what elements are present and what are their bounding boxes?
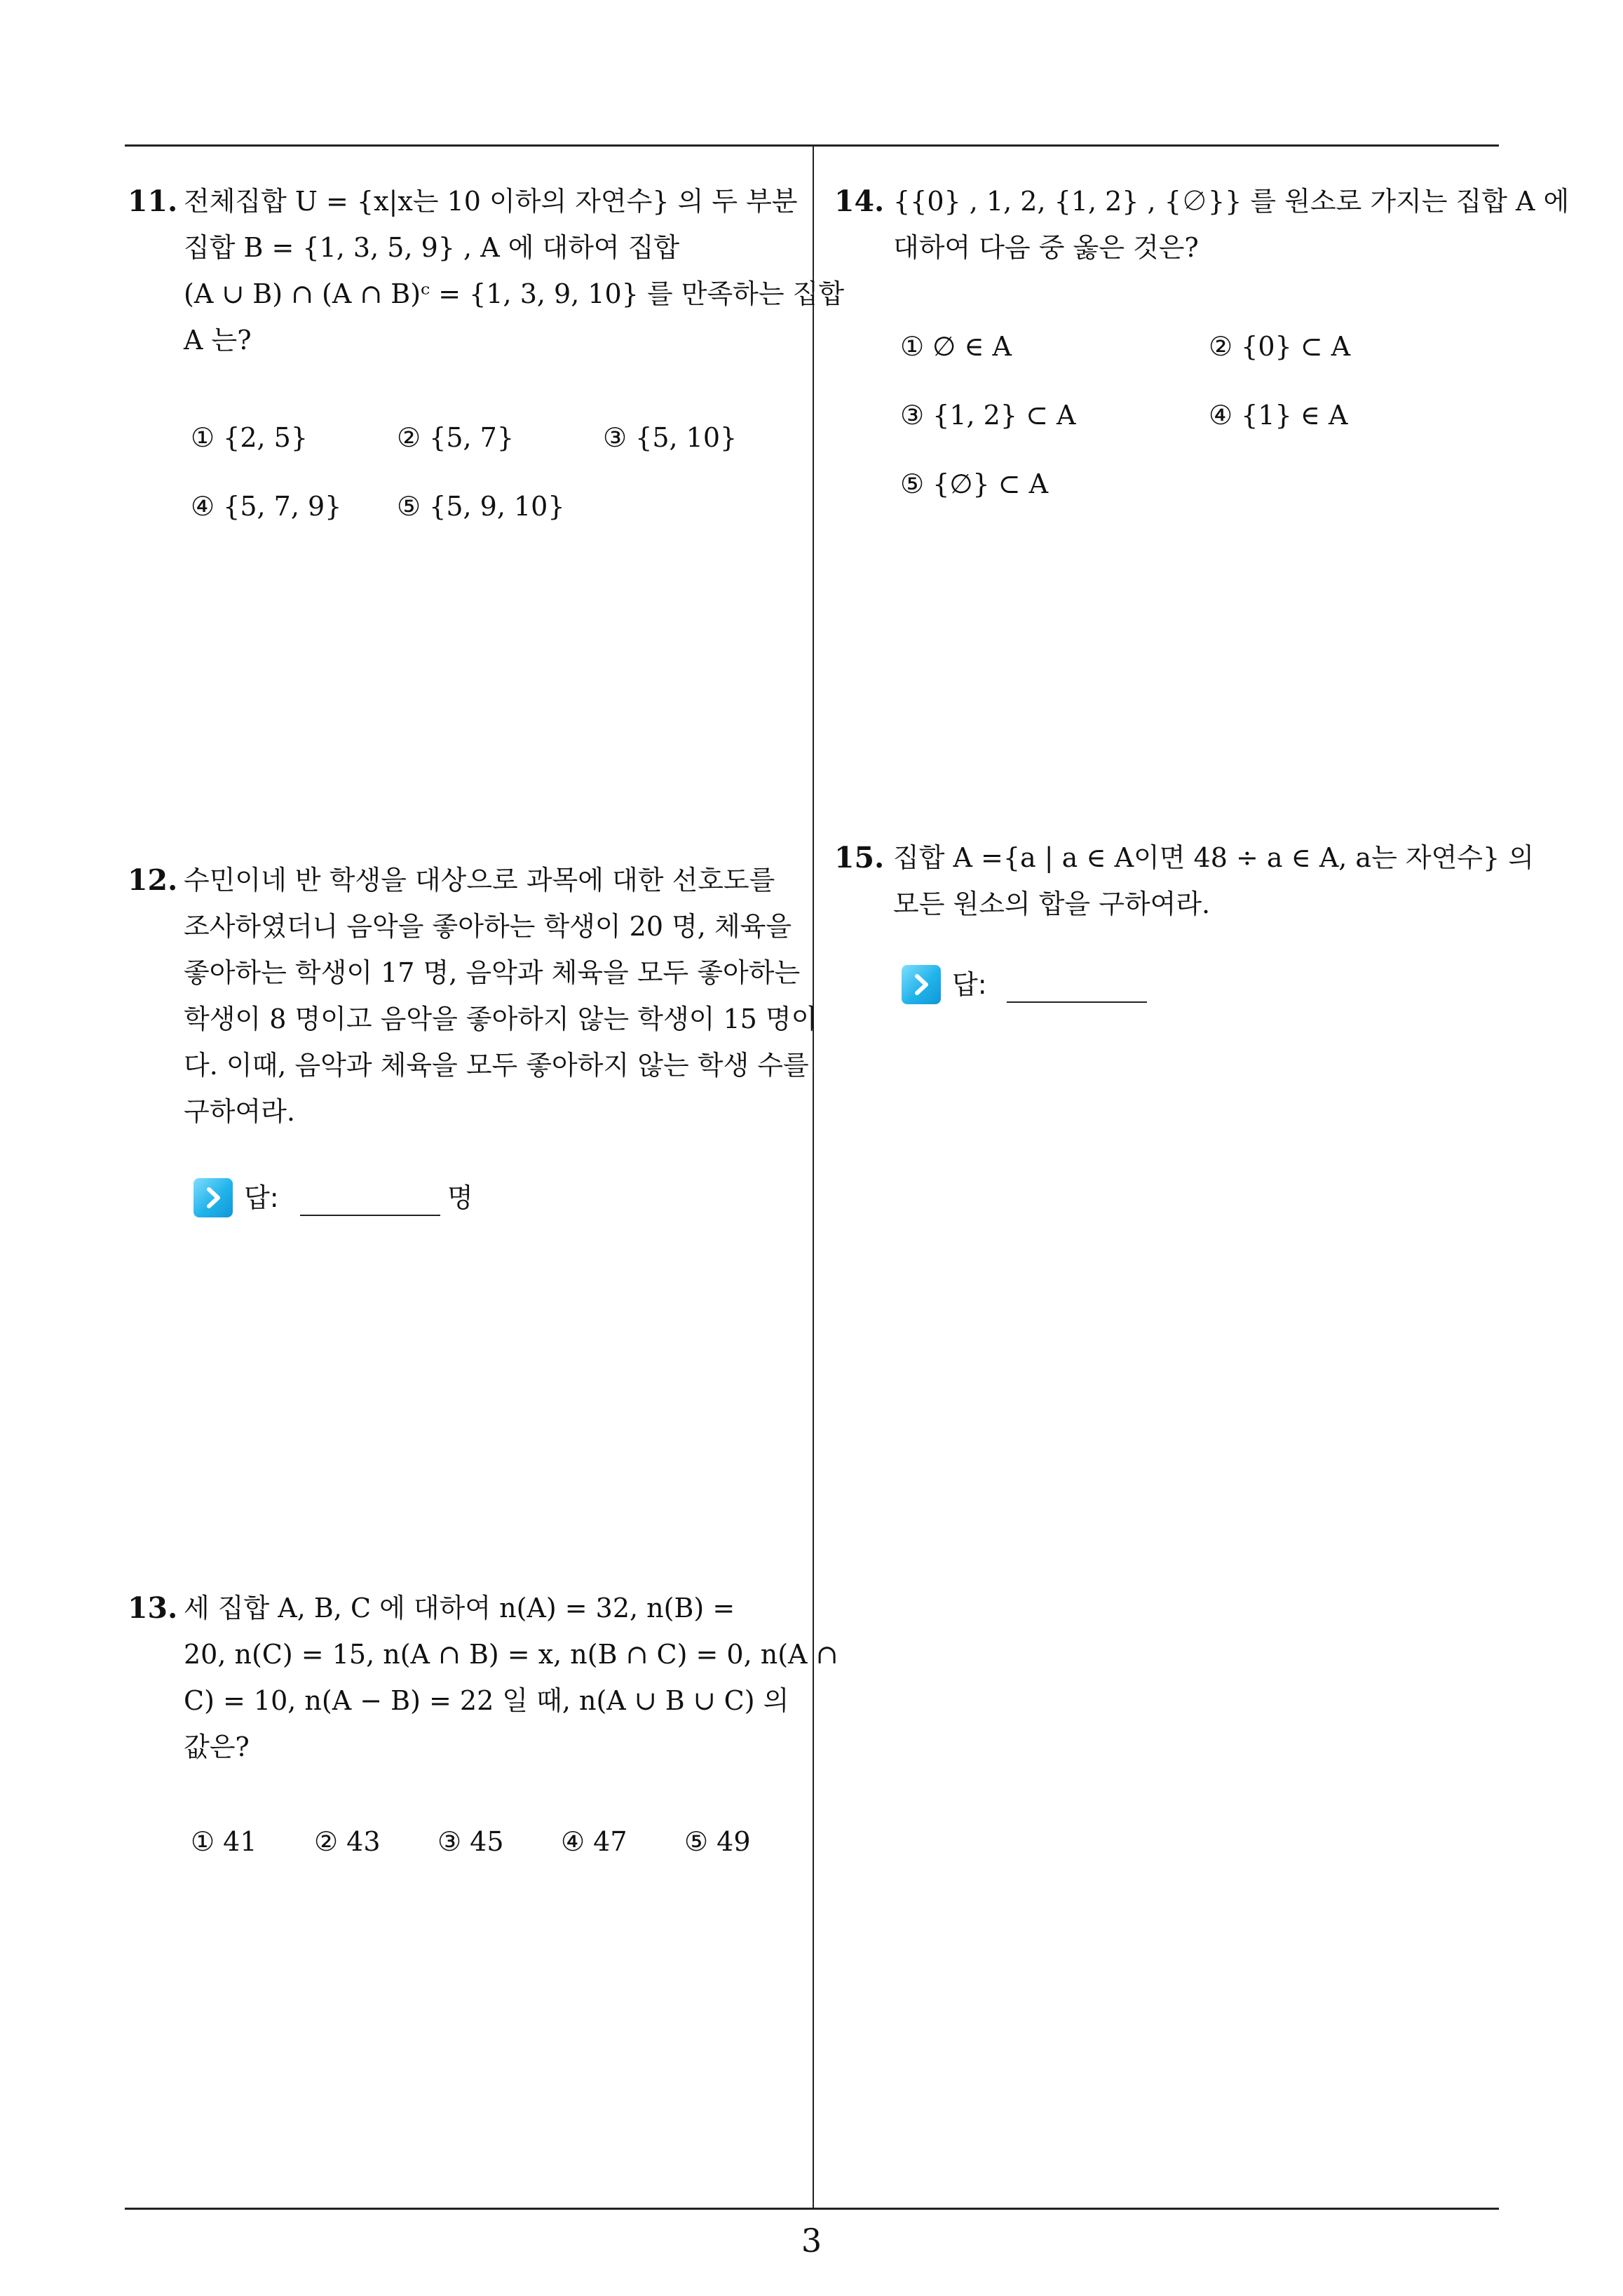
question-line: 세 집합 A, B, C 에 대하여 n(A) = 32, n(B) = <box>184 1593 735 1623</box>
question-line: 조사하였더니 음악을 좋아하는 학생이 20 명, 체육을 <box>184 911 792 942</box>
choice-5[interactable]: ⑤ 49 <box>684 1826 751 1857</box>
question-number: 15. <box>834 841 885 874</box>
choice-5[interactable]: ⑤ {∅} ⊂ A <box>900 468 1049 499</box>
choice-3[interactable]: ③ 45 <box>437 1826 504 1857</box>
question-text <box>893 178 1570 271</box>
footer-rule <box>125 2208 1499 2210</box>
question-number: 14. <box>834 184 885 218</box>
question-line: 학생이 8 명이고 음악을 좋아하지 않는 학생이 15 명이 <box>184 1004 817 1034</box>
question-line: 값은? <box>184 1731 250 1762</box>
question-text <box>184 857 817 1135</box>
question-line: 집합 B = {1, 3, 5, 9} , A 에 대하여 집합 <box>184 232 680 263</box>
question-line: 다. 이때, 음악과 체육을 모두 좋아하지 않는 학생 수를 <box>184 1050 809 1081</box>
answer-row <box>193 1178 488 1227</box>
answer-row <box>902 965 1182 1014</box>
question-text <box>184 178 845 363</box>
choice-list <box>900 325 1489 508</box>
header-rule <box>125 144 1499 147</box>
question-number: 11. <box>128 184 178 218</box>
question-line: 모든 원소의 합을 구하여라. <box>893 889 1211 919</box>
question-text <box>184 1585 838 1770</box>
choice-3[interactable]: ③ {5, 10} <box>603 422 738 453</box>
choice-1[interactable]: ① ∅ ∈ A <box>900 331 1012 362</box>
chevron-right-icon <box>902 965 941 1004</box>
choice-list <box>191 417 794 522</box>
question-line: 좋아하는 학생이 17 명, 음악과 체육을 모두 좋아하는 <box>184 957 801 988</box>
question-number: 12. <box>128 863 178 897</box>
choice-2[interactable]: ② 43 <box>314 1826 381 1857</box>
question-text <box>893 835 1534 927</box>
answer-blank[interactable] <box>300 1215 440 1216</box>
question-line: A 는? <box>184 325 252 356</box>
choice-list <box>191 1821 794 1863</box>
answer-unit: 명 <box>447 1182 473 1213</box>
question-line: 대하여 다음 중 옳은 것은? <box>893 232 1199 263</box>
question-line: 20, n(C) = 15, n(A ∩ B) = x, n(B ∩ C) = 0, n(A ∩ <box>184 1639 838 1670</box>
question-number: 13. <box>128 1591 178 1625</box>
choice-2[interactable]: ② {0} ⊂ A <box>1209 331 1351 362</box>
choice-4[interactable]: ④ 47 <box>561 1826 627 1857</box>
question-line: C) = 10, n(A − B) = 22 일 때, n(A ∪ B ∪ C) 의 <box>184 1685 789 1716</box>
question-line: {{0} , 1, 2, {1, 2} , {∅}} 를 원소로 가지는 집합 A 에 <box>893 186 1570 217</box>
question-line: 수민이네 반 학생을 대상으로 과목에 대한 선호도를 <box>184 865 775 896</box>
question-line: 전체집합 U = {x|x는 10 이하의 자연수} 의 두 부분 <box>184 186 798 217</box>
answer-blank[interactable] <box>1007 1001 1147 1003</box>
choice-4[interactable]: ④ {5, 7, 9} <box>191 491 342 522</box>
question-line: 집합 A ={a | a ∈ A이면 48 ÷ a ∈ A, a는 자연수} 의 <box>893 842 1534 873</box>
question-line: (A ∪ B) ∩ (A ∩ B)ᶜ = {1, 3, 9, 10} 를 만족하는 집합 <box>184 278 845 309</box>
choice-4[interactable]: ④ {1} ∈ A <box>1209 400 1348 431</box>
choice-3[interactable]: ③ {1, 2} ⊂ A <box>900 400 1076 431</box>
column-divider <box>813 145 814 2208</box>
choice-1[interactable]: ① {2, 5} <box>191 422 308 453</box>
choice-5[interactable]: ⑤ {5, 9, 10} <box>397 491 565 522</box>
choice-1[interactable]: ① 41 <box>191 1826 257 1857</box>
page-number: 3 <box>801 2222 822 2260</box>
choice-2[interactable]: ② {5, 7} <box>397 422 515 453</box>
answer-label: 답: <box>952 969 987 1000</box>
question-line: 구하여라. <box>184 1096 295 1127</box>
chevron-right-icon <box>193 1178 233 1217</box>
answer-label: 답: <box>244 1182 279 1213</box>
